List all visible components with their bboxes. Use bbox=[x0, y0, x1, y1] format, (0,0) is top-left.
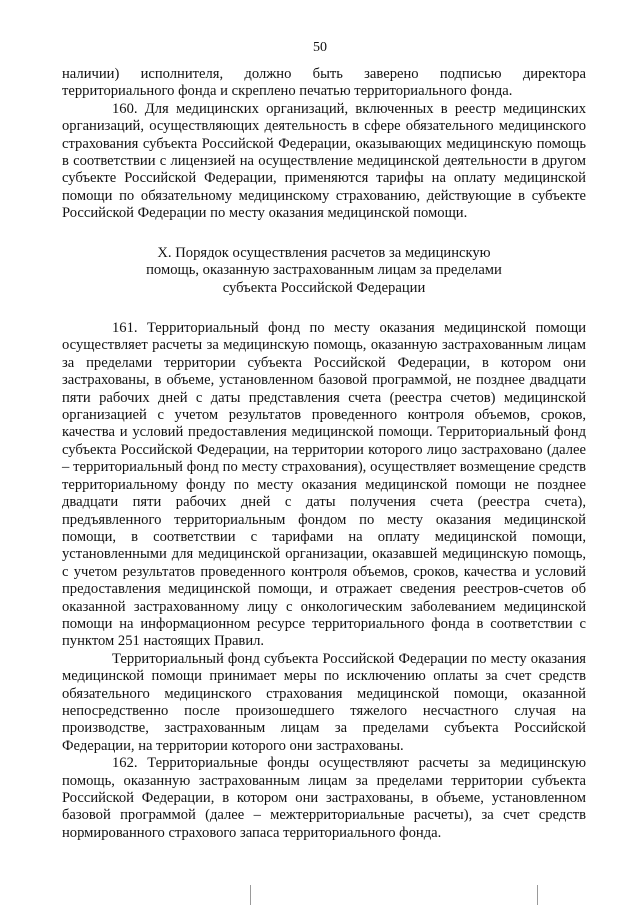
paragraph-162: 162. Территориальные фонды осуществляют расчеты за медицинскую помощь, оказанную застрахованным лицам за пределами территории субъекта Российской Федерации, в котором они застрахованы, в объеме, установленном базовой программой (далее – межтерриториальные расчеты), за счет средств нормированного страхового запаса территориального фонда. bbox=[62, 755, 586, 841]
section-heading-line-2: помощь, оказанную застрахованным лицам за пределами bbox=[146, 262, 502, 279]
paragraph-161: 161. Территориальный фонд по месту оказания медицинской помощи осуществляет расчеты за медицинскую помощь, оказанную застрахованным лицам за пределами территории субъекта Российской Федерации, в котором они застрахованы, в объеме, установленном базовой программой, не позднее двадцати пяти рабочих дней с даты представления счета (реестра счетов) медицинской организацией с учетом результатов проведенного контроля объемов, сроков, качества и условий предоставления медицинской помощи. Территориальный фонд субъекта Российской Федерации, на территории которого лицо застраховано (далее – территориальный фонд по месту страхования), осуществляет возмещение средств территориальному фонду по месту оказания медицинской помощи не позднее двадцати пяти рабочих дней с даты получения счета (реестра счета), предъявленного территориальным фондом по месту оказания медицинской помощи, в соответствии с тарифами на оплату медицинской помощи, установленными для медицинской организации, оказавшей медицинскую помощь, с учетом результатов проведенного контроля объемов, сроков, качества и условий предоставления медицинской помощи, и отражает сведения реестров-счетов об оказанной застрахованному лицу с онкологическим заболеванием медицинской помощи на информационном ресурсе территориального фонда в соответствии с пунктом 251 настоящих Правил. bbox=[62, 320, 586, 650]
section-heading-line-1: X. Порядок осуществления расчетов за медицинскую bbox=[157, 244, 491, 261]
scan-edge-mark bbox=[537, 885, 538, 905]
paragraph-161-continued: Территориальный фонд субъекта Российской Федерации по месту оказания медицинской помощи принимает меры по исключению оплаты за счет средств обязательного медицинского страхования медицинской помощи, оказанной непосредственно после произошедшего тяжелого несчастного случая на производстве, застрахованным лицам за пределами субъекта Российской Федерации, на территории которого они застрахованы. bbox=[62, 650, 586, 754]
scan-edge-mark bbox=[250, 885, 251, 905]
paragraph-continuation: наличии) исполнителя, должно быть заверено подписью директора территориального фонда и скреплено печатью территориального фонда. bbox=[62, 66, 586, 100]
paragraph-160: 160. Для медицинских организаций, включенных в реестр медицинских организаций, осуществляющих деятельность в сфере обязательного медицинского страхования субъекта Российской Федерации, оказывающих медицинскую помощь в соответствии с лицензией на осуществление медицинской деятельности в другом субъекте Российской Федерации, применяются тарифы на оплату медицинской помощи по обязательному медицинскому страхованию, действующие в субъекте Российской Федерации по месту оказания медицинской помощи. bbox=[62, 100, 586, 222]
page-number: 50 bbox=[313, 40, 327, 55]
document-body bbox=[62, 66, 586, 842]
section-heading-line-3: субъекта Российской Федерации bbox=[222, 280, 426, 297]
section-heading bbox=[62, 245, 586, 298]
